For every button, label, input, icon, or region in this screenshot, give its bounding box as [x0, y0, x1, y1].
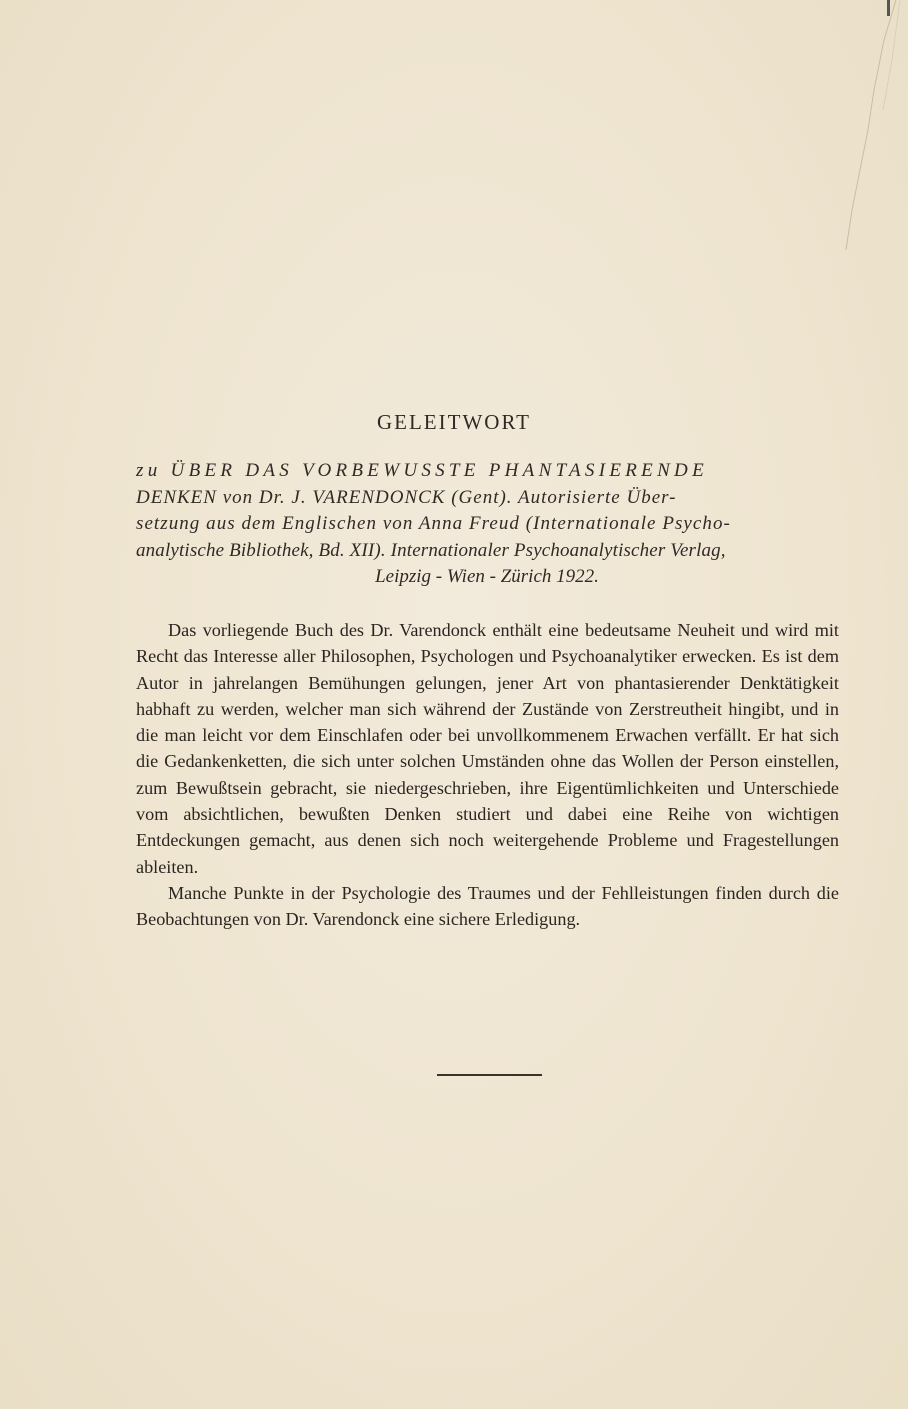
- bibliographic-subtitle: [136, 458, 838, 591]
- subtitle-line: Leipzig - Wien - Zürich 1922.: [375, 566, 599, 587]
- subtitle-line: analytische Bibliothek, Bd. XII). Internationaler Psychoanalytischer Verlag,: [136, 539, 726, 561]
- paragraph: Manche Punkte in der Psychologie des Traumes und der Fehlleistungen finden durch die Beobachtungen von Dr. Varendonck eine sichere Erledigung.: [136, 882, 839, 930]
- subtitle-line: setzung aus dem Englischen von Anna Freud (Internationale Psycho-: [136, 513, 731, 534]
- closing-rule: [437, 1074, 542, 1076]
- subtitle-line: DENKEN von Dr. J. VARENDONCK (Gent). Autorisierte Über-: [136, 486, 677, 508]
- body-text: [136, 617, 839, 933]
- paper-crease: [788, 0, 908, 300]
- subtitle-line: zu ÜBER DAS VORBEWUSSTE PHANTASIERENDE: [136, 460, 708, 481]
- page-title: GELEITWORT: [376, 410, 532, 434]
- paragraph: Das vorliegende Buch des Dr. Varendonck enthält eine bedeutsame Neuheit und wird mit Recht das Interesse aller Philosophen, Psychologen und Psychoanalytiker erwecken. Es ist dem Autor in jahrelangen Bemühungen gelungen, jener Art von phantasierender Denktätigkeit habhaft zu werden, welcher man sich während der Zustände von Zerstreutheit hingibt, und in die man leicht vor dem Einschlafen oder bei unvollkommenem Erwachen verfällt. Er hat sich die Gedankenketten, die sich unter solchen Umständen ohne das Wollen der Person einstellen, zum Bewußtsein gebracht, sie niedergeschrieben, ihre Eigentümlichkeiten und Unterschiede vom absichtlichen, bewußten Denken studiert und dabei eine Reihe von wichtigen Entdeckungen gemacht, aus denen sich noch weitergehende Probleme und Fragestellungen ableiten.: [136, 620, 839, 877]
- page-edge-mark: [887, 0, 890, 16]
